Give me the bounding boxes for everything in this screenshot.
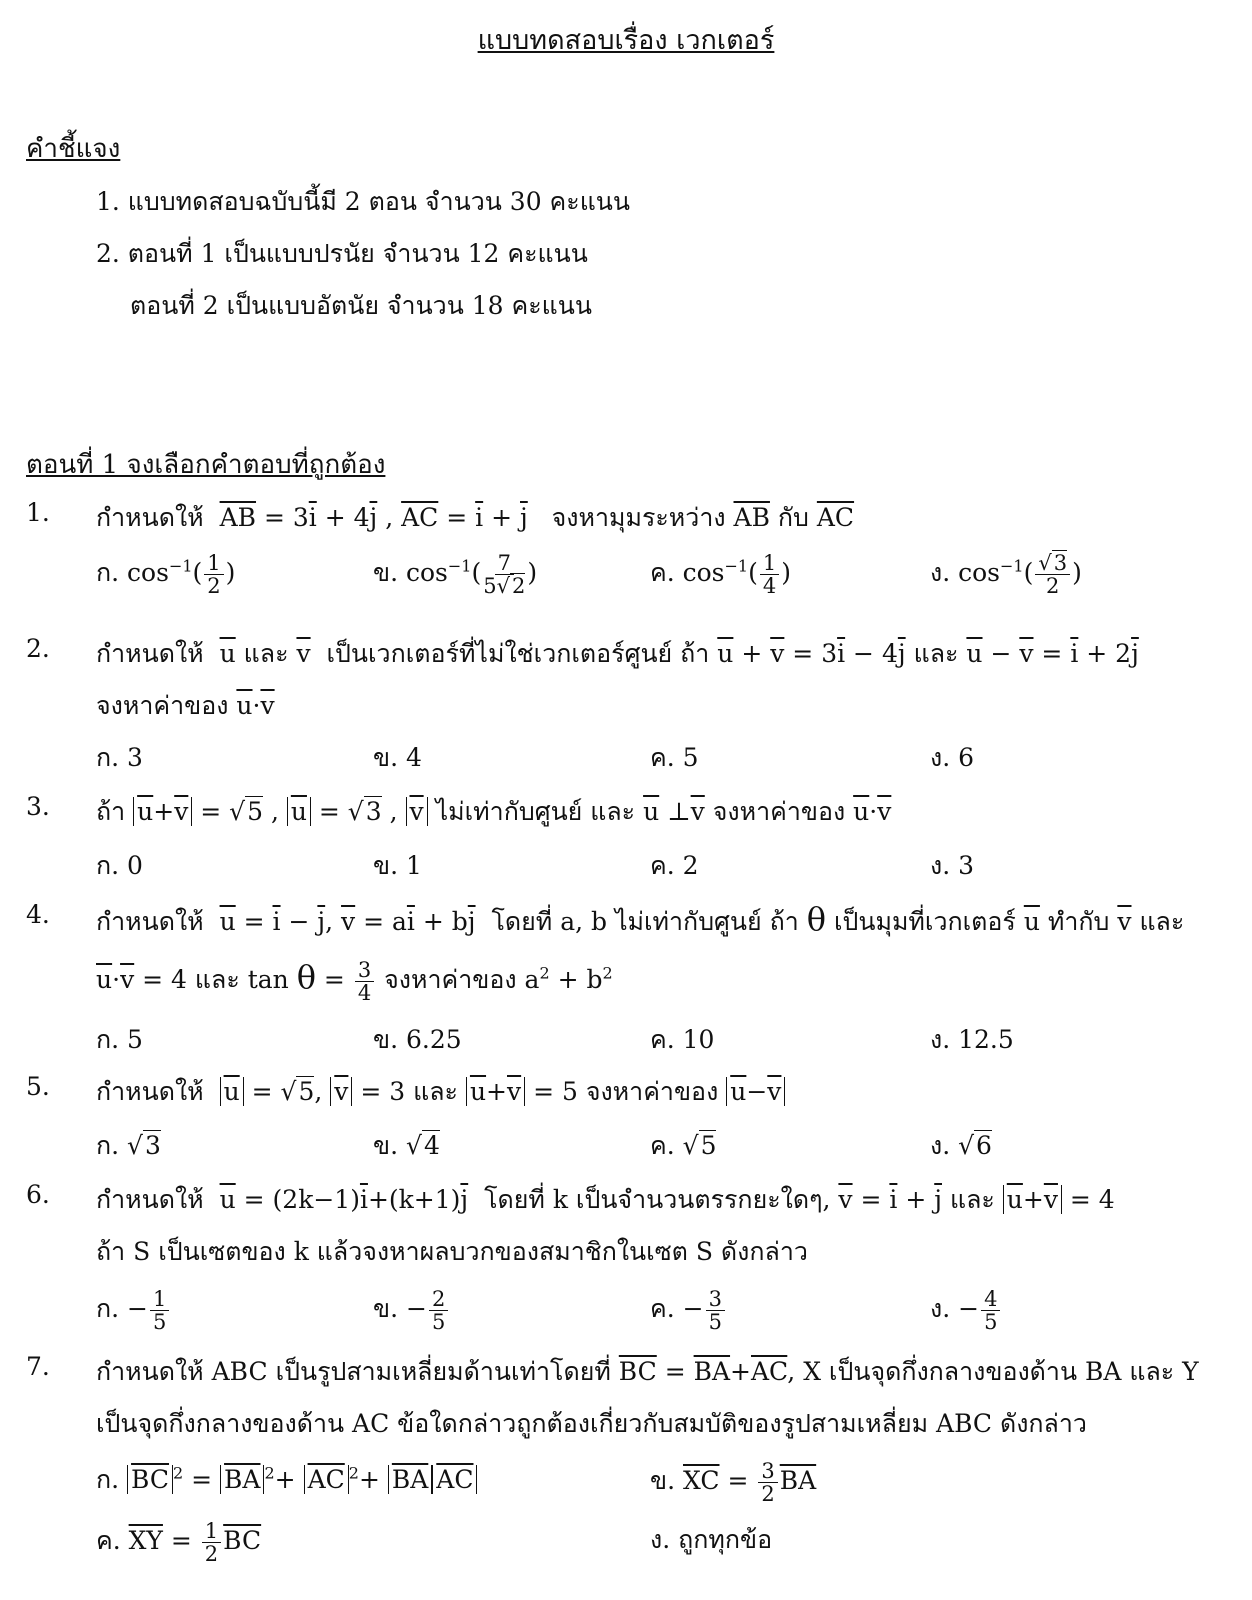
option[interactable]: ก. 3 [96, 743, 143, 772]
question-number: 5. [26, 1072, 50, 1101]
option[interactable]: ง. √6 [930, 1131, 992, 1160]
option[interactable]: ง. ถูกทุกข้อ [650, 1525, 773, 1554]
question-number: 4. [26, 900, 50, 929]
option[interactable]: ข. √4 [373, 1131, 440, 1160]
page-title: แบบทดสอบเรื่อง เวกเตอร์ [477, 25, 775, 56]
question-4: กำหนดให้ $\overline{u} = \overline{i} - \overline{j}$, $\overline{v} = a\overline{i} + b\overline{j}$ โดยที่ a, b ไม่เท่ากับศูนย์ ถ้า θ เป็นมุมที่เวกเตอร์ $\overline{u}$ ทำกับ $\overline{v}$ และ [96, 900, 1185, 938]
instruction-item: 1. แบบทดสอบฉบับนี้มี 2 ตอน จำนวน 30 คะแนน [96, 187, 630, 216]
section-heading: ตอนที่ 1 จงเลือกคำตอบที่ถูกต้อง [26, 450, 386, 480]
instruction-item: 2. ตอนที่ 1 เป็นแบบปรนัย จำนวน 12 คะแนน [96, 239, 588, 268]
question-number: 3. [26, 792, 50, 821]
option[interactable]: ค. 10 [650, 1025, 715, 1054]
question-2-cont: จงหาค่าของ $\overline{u}\cdot\overline{v}$ [96, 691, 275, 720]
question-7: กำหนดให้ ABC เป็นรูปสามเหลี่ยมด้านเท่าโดยที่ $\overline{BC} = \overline{BA}+\overline{AC}$, X เป็นจุดกึ่งกลางของด้าน BA และ Y [96, 1357, 1199, 1386]
question-number: 6. [26, 1180, 50, 1209]
option[interactable]: ง. $\cos^{-1}$( $\frac{√3}{2}$ ) [930, 551, 1082, 599]
option[interactable]: ข. 1 [373, 851, 422, 880]
option[interactable]: ค. $\overline{XY}$ = $\frac{1}{2}$ $\overline{BC}$ [96, 1519, 262, 1567]
question-2: กำหนดให้ $\overline{u}$ และ $\overline{v}$ เป็นเวกเตอร์ที่ไม่ใช่เวกเตอร์ศูนย์ ถ้า $\overline{u} + \overline{v} = 3\overline{i} - 4\overline{j}$ และ $\overline{u} - \overline{v} = \overline{i} + 2\overline{j}$ [96, 639, 1139, 668]
question-3: ถ้า $\overline{u}+\overline{v} = √5$ , $\overline{u} = √3$ , $\overline{v}$ ไม่เท่ากับศูนย์ และ $\overline{u}$ $\perp\overline{v}$ จงหาค่าของ $\overline{u}\cdot\overline{v}$ [96, 797, 892, 826]
question-number: 1. [26, 498, 50, 527]
option[interactable]: ข. 4 [373, 743, 422, 772]
instructions-heading: คำชี้แจง [26, 134, 121, 164]
option[interactable]: ก. 0 [96, 851, 143, 880]
option[interactable]: ข. $\overline{XC}$ = $\frac{3}{2}$ $\overline{BA}$ [650, 1459, 817, 1507]
question-4-cont: $\overline{u}\cdot\overline{v} = 4$ และ tan θ = $\frac{3}{4}$ จงหาค่าของ $a^2 + b^2$ [96, 957, 613, 1005]
option[interactable]: ข. − $\frac{2}{5}$ [373, 1288, 450, 1333]
option[interactable]: ค. $\cos^{-1}$( $\frac{1}{4}$ ) [650, 551, 792, 599]
option[interactable]: ก. $\overline{BC}$ $^2 = \overline{BA}$ $^2+ \overline{AC}$ $^2+ \overline{BA}$ $\overline{AC}$ [96, 1460, 477, 1500]
question-number: 7. [26, 1352, 50, 1381]
question-6: กำหนดให้ $\overline{u} = (2k-1)\overline{i}+(k+1)\overline{j}$ โดยที่ k เป็นจำนวนตรรกยะใดๆ, $\overline{v} = \overline{i} + \overline{j}$ และ $\overline{u}+\overline{v} = 4$ [96, 1185, 1115, 1214]
option[interactable]: ก. 5 [96, 1025, 143, 1054]
option[interactable]: ค. √5 [650, 1131, 717, 1160]
option[interactable]: ค. 2 [650, 851, 699, 880]
question-6-cont: ถ้า S เป็นเซตของ k แล้วจงหาผลบวกของสมาชิกในเซต S ดังกล่าว [96, 1237, 808, 1266]
option[interactable]: ข. 6.25 [373, 1025, 462, 1054]
option[interactable]: ค. 5 [650, 743, 699, 772]
option[interactable]: ง. 3 [930, 851, 975, 880]
question-1: กำหนดให้ $\overline{AB} = 3\overline{i} + 4\overline{j}$ , $\overline{AC} = \overline{i} + \overline{j}$ จงหามุมระหว่าง $\overline{AB}$ กับ $\overline{AC}$ [96, 503, 855, 532]
option[interactable]: ง. − $\frac{4}{5}$ [930, 1288, 1002, 1333]
option[interactable]: ก. $\cos^{-1}$( $\frac{1}{2}$ ) [96, 551, 236, 599]
option[interactable]: ค. − $\frac{3}{5}$ [650, 1288, 727, 1333]
option[interactable]: ข. $\cos^{-1}$( $\frac{7}{5√2}$ ) [373, 551, 538, 599]
question-5: กำหนดให้ $\overline{u} = √5$, $\overline{v} = 3$ และ $\overline{u}+\overline{v} = 5$ จงหาค่าของ $\overline{u}-\overline{v}$ [96, 1072, 785, 1112]
option[interactable]: ง. 12.5 [930, 1025, 1014, 1054]
question-7-cont: เป็นจุดกึ่งกลางของด้าน AC ข้อใดกล่าวถูกต้องเกี่ยวกับสมบัติของรูปสามเหลี่ยม ABC ดังกล่าว [96, 1409, 1087, 1438]
option[interactable]: ก. √3 [96, 1131, 161, 1160]
option[interactable]: ก. − $\frac{1}{5}$ [96, 1288, 171, 1333]
option[interactable]: ง. 6 [930, 743, 975, 772]
question-number: 2. [26, 634, 50, 663]
instruction-item: ตอนที่ 2 เป็นแบบอัตนัย จำนวน 18 คะแนน [130, 291, 592, 320]
